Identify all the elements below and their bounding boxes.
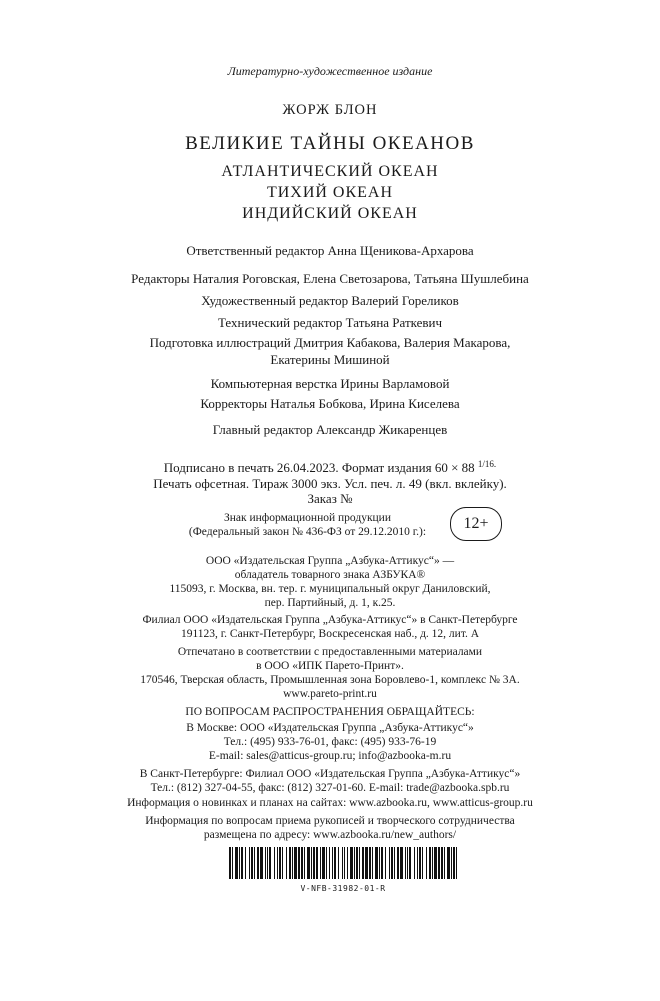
barcode-bar: [342, 847, 343, 879]
barcode-bar: [294, 847, 297, 879]
barcode-bar: [354, 847, 355, 879]
barcode-bar: [249, 847, 250, 879]
credit-line: Главный редактор Александр Жикаренцев: [212, 422, 448, 437]
barcode-bar: [311, 847, 312, 879]
barcode-bar: [359, 847, 360, 879]
credit-line: Ответственный редактор Анна Щеникова-Архарова: [186, 243, 474, 258]
distribution-moscow-line: E-mail: sales@atticus-group.ru; info@azbooka-m.ru: [208, 750, 452, 762]
barcode-number: V-NFB-31982-01-R: [300, 884, 386, 893]
credit-line: Редакторы Наталия Роговская, Елена Светозарова, Татьяна Шушлебина: [131, 271, 529, 286]
edition-type-label: Литературно-художественное издание: [227, 64, 433, 78]
book-title: ВЕЛИКИЕ ТАЙНЫ ОКЕАНОВ: [185, 133, 475, 154]
barcode-bar: [397, 847, 399, 879]
barcode-bar: [313, 847, 315, 879]
barcode-bar: [316, 847, 318, 879]
barcode-bar: [389, 847, 390, 879]
credit-line: Корректоры Наталья Бобкова, Ирина Киселева: [200, 396, 460, 411]
format-fraction: 1/16.: [477, 459, 497, 469]
barcode-bar: [422, 847, 423, 879]
barcode-bar: [334, 847, 336, 879]
news-info-line: Информация о новинках и планах на сайтах: www.azbooka.ru, www.atticus-group.ru: [127, 797, 533, 809]
credit-line: Подготовка иллюстраций Дмитрия Кабакова, Валерия Макарова,: [149, 335, 511, 350]
barcode-bar: [372, 847, 373, 879]
barcode-bar: [391, 847, 393, 879]
barcode-bar: [301, 847, 303, 879]
barcode-bar: [356, 847, 358, 879]
barcode-bar: [438, 847, 440, 879]
barcode-image: [229, 847, 457, 879]
barcode-bar: [447, 847, 450, 879]
barcode-bar: [451, 847, 452, 879]
barcode-bar: [434, 847, 437, 879]
barcode-bar: [350, 847, 353, 879]
barcode-bar: [269, 847, 271, 879]
barcode-bar: [289, 847, 291, 879]
distribution-spb-line: Тел.: (812) 327-04-55, факс: (812) 327-01-60. E-mail: trade@azbooka.spb.ru: [150, 782, 510, 794]
publisher-line: пер. Партийный, д. 1, к.25.: [264, 597, 396, 609]
distribution-spb-line: В Санкт-Петербурге: Филиал ООО «Издательская Группа „Азбука-Аттикус“»: [139, 768, 521, 780]
branch-line: 191123, г. Санкт-Петербург, Воскресенская наб., д. 12, лит. А: [180, 628, 480, 640]
info-mark-law: (Федеральный закон № 436-ФЗ от 29.12.2010 г.):: [188, 526, 427, 538]
age-rating-badge: 12+: [450, 507, 502, 541]
barcode-bar: [241, 847, 243, 879]
info-product-mark: [175, 511, 440, 539]
barcode-bar: [229, 847, 231, 879]
barcode-bar: [381, 847, 383, 879]
distribution-heading: ПО ВОПРОСАМ РАСПРОСТРАНЕНИЯ ОБРАЩАЙТЕСЬ:: [185, 706, 475, 718]
info-mark-line: Знак информационной продукции: [224, 512, 391, 524]
publisher-line: ООО «Издательская Группа „Азбука-Аттикус“» —: [205, 555, 455, 567]
barcode-bar: [322, 847, 325, 879]
book-subtitle-indian: ИНДИЙСКИЙ ОКЕАН: [242, 205, 418, 222]
branch-line: Филиал ООО «Издательская Группа „Азбука-Аттикус“» в Санкт-Петербурге: [142, 614, 518, 626]
print-signed-line: Подписано в печать 26.04.2023. Формат издания 60 × 88 $^{1/16.}$: [163, 459, 497, 475]
distribution-moscow-line: В Москве: ООО «Издательская Группа „Азбука-Аттикус“»: [186, 722, 474, 734]
barcode-bar: [277, 847, 278, 879]
barcode-bar: [307, 847, 310, 879]
barcode-bar: [257, 847, 259, 879]
publisher-line: обладатель товарного знака АЗБУКА®: [234, 569, 426, 581]
barcode-bar: [365, 847, 368, 879]
barcode-bar: [254, 847, 255, 879]
manuscripts-line: Информация по вопросам приема рукописей и творческого сотрудничества: [145, 815, 515, 827]
barcode-bar: [279, 847, 281, 879]
credit-line: Екатерины Мишиной: [270, 352, 390, 367]
barcode-bar: [405, 847, 406, 879]
barcode-bar: [239, 847, 240, 879]
barcode-bar: [267, 847, 268, 879]
barcode-bar: [265, 847, 266, 879]
barcode-bar: [429, 847, 431, 879]
barcode-bar: [320, 847, 321, 879]
barcode-bar: [453, 847, 455, 879]
barcode-bar: [292, 847, 293, 879]
printer-website: www.pareto-print.ru: [283, 688, 377, 700]
barcode-bar: [432, 847, 433, 879]
barcode-bar: [274, 847, 275, 879]
printer-line: в ООО «ИПК Парето-Принт».: [256, 660, 404, 672]
barcode-bar: [232, 847, 233, 879]
barcode-bar: [407, 847, 408, 879]
barcode-bar: [419, 847, 421, 879]
barcode-bar: [369, 847, 371, 879]
barcode-bar: [441, 847, 443, 879]
barcode-bar: [417, 847, 418, 879]
barcode-bar: [235, 847, 238, 879]
barcode-bar: [326, 847, 327, 879]
barcode-bar: [260, 847, 263, 879]
book-subtitle-pacific: ТИХИЙ ОКЕАН: [266, 184, 394, 201]
barcode-bar: [251, 847, 253, 879]
barcode-bar: [347, 847, 348, 879]
printer-line: Отпечатано в соответствии с предоставленными материалами: [177, 646, 483, 658]
book-author: ЖОРЖ БЛОН: [282, 102, 378, 118]
credit-line: Технический редактор Татьяна Раткевич: [217, 315, 443, 330]
barcode-bar: [329, 847, 330, 879]
barcode-bar: [400, 847, 403, 879]
barcode-bar: [362, 847, 364, 879]
printer-line: 170546, Тверская область, Промышленная зона Боровлево-1, комплекс № 3А.: [140, 674, 520, 686]
barcode-bar: [304, 847, 305, 879]
order-number-line: Заказ №: [307, 491, 353, 506]
barcode-bar: [338, 847, 339, 879]
credit-line: Компьютерная верстка Ирины Варламовой: [210, 376, 450, 391]
barcode-bar: [379, 847, 380, 879]
barcode-bar: [394, 847, 395, 879]
barcode-bar: [344, 847, 345, 879]
barcode-bar: [409, 847, 411, 879]
barcode-bar: [245, 847, 246, 879]
barcode-bar: [456, 847, 457, 879]
barcode-bar: [298, 847, 300, 879]
print-run-line: Печать офсетная. Тираж 3000 экз. Усл. печ. л. 49 (вкл. вклейку).: [153, 476, 507, 491]
credit-line: Художественный редактор Валерий Гореликов: [201, 293, 459, 308]
barcode-bar: [444, 847, 445, 879]
barcode-bar: [286, 847, 287, 879]
barcode-bar: [426, 847, 427, 879]
distribution-moscow-line: Тел.: (495) 933-76-01, факс: (495) 933-76-19: [223, 736, 437, 748]
barcode-bar: [332, 847, 333, 879]
publisher-line: 115093, г. Москва, вн. тер. г. муниципальный округ Даниловский,: [169, 583, 491, 595]
book-subtitle-atlantic: АТЛАНТИЧЕСКИЙ ОКЕАН: [221, 163, 439, 180]
manuscripts-line: размещена по адресу: www.azbooka.ru/new_authors/: [203, 829, 457, 841]
barcode-bar: [414, 847, 415, 879]
barcode-bar: [385, 847, 386, 879]
barcode-bar: [375, 847, 378, 879]
barcode-bar: [282, 847, 283, 879]
